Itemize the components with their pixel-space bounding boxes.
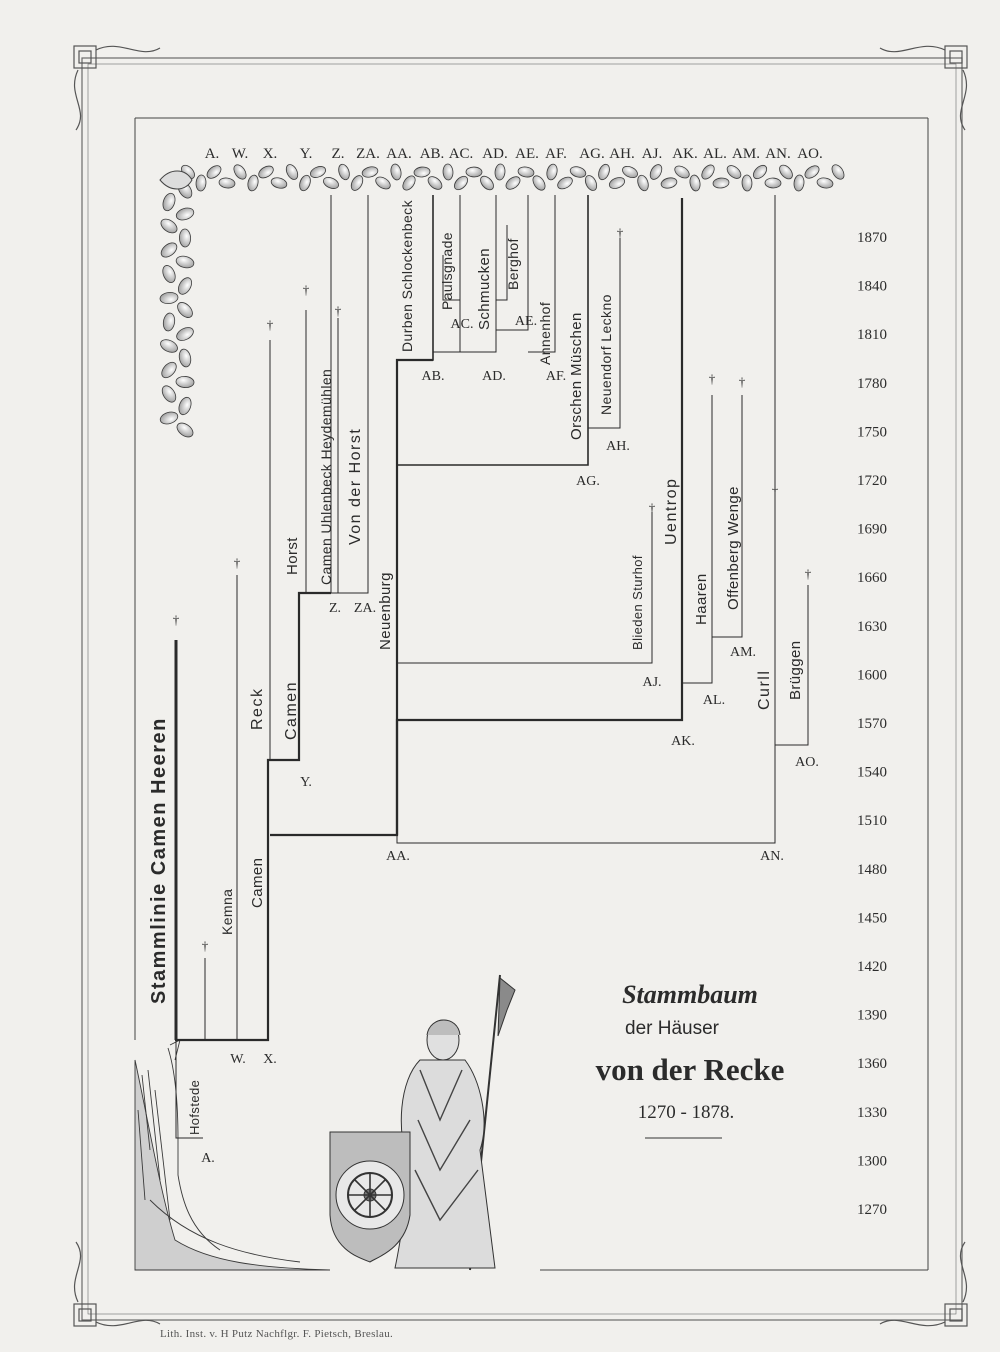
garland-leaf — [803, 163, 822, 181]
garland-leaf — [159, 383, 178, 404]
node-label-ag: AG. — [576, 474, 600, 489]
decorative-frame — [82, 58, 962, 1320]
garland-leaf — [175, 300, 196, 321]
garland-leaf — [556, 175, 575, 192]
title-stammbaum: Stammbaum — [622, 980, 758, 1009]
garland-leaf — [466, 167, 482, 177]
garland-leaf — [829, 163, 846, 182]
extinct-mark: † — [738, 374, 746, 389]
garland-leaf — [426, 174, 445, 192]
year-label-1810: 1810 — [857, 327, 887, 344]
column-header-ab: AB. — [419, 146, 445, 162]
garland-leaf — [689, 174, 702, 191]
garland-leaf — [322, 175, 341, 191]
column-header-af: AF. — [545, 146, 567, 162]
garland-leaf — [160, 264, 177, 285]
column-header-ac: AC. — [448, 146, 474, 162]
garland-leaf — [270, 176, 288, 190]
garland-leaf — [742, 175, 752, 191]
title-dates: 1270 - 1878. — [637, 1102, 735, 1123]
garland-leaf — [608, 175, 627, 190]
edge-main-a-y — [172, 593, 331, 1040]
garland-leaf — [374, 175, 393, 192]
year-label-1720: 1720 — [857, 473, 887, 489]
node-label-am: AM. — [729, 645, 757, 660]
branch-label-berghof: Berghof — [505, 238, 521, 290]
branch-label-paulsgnade: Paulsgnade — [439, 232, 455, 310]
column-headers — [205, 146, 823, 162]
node-label-aj: AJ. — [642, 675, 662, 690]
branch-label-camen1: Camen — [249, 857, 266, 908]
node-label-za: ZA. — [353, 601, 377, 616]
garland-leaf — [660, 176, 678, 189]
column-header-aa: AA. — [386, 146, 412, 162]
edge-aj — [397, 512, 652, 663]
node-label-ak: AK. — [671, 734, 695, 749]
column-header-ae: AE. — [515, 146, 539, 162]
node-label-aa: AA. — [386, 849, 410, 864]
column-header-ad: AD. — [482, 146, 508, 162]
garland-leaf — [443, 164, 454, 180]
extinct-mark: † — [233, 555, 241, 570]
garland-leaf — [793, 175, 805, 192]
year-label-1510: 1510 — [857, 813, 887, 830]
year-label-1390: 1390 — [857, 1007, 887, 1024]
garland-leaf — [246, 174, 259, 192]
lithographer-imprint: Lith. Inst. v. H Putz Nachflgr. F. Pietsch, Breslau. — [160, 1328, 394, 1340]
node-label-ab: AB. — [421, 369, 445, 384]
branch-label-orschen: Orschen Müschen — [568, 312, 585, 440]
garland-leaf — [494, 164, 505, 181]
node-label-y: Y. — [300, 775, 312, 790]
branch-label-stammlinie: Stammlinie Camen Heeren — [148, 717, 170, 1004]
branch-label-reck: Reck — [249, 687, 266, 730]
edge-main-aa-ab — [397, 360, 433, 835]
garland-leaf — [205, 163, 224, 181]
garland-leaf — [699, 163, 717, 182]
year-label-1570: 1570 — [857, 716, 887, 732]
column-header-x: X. — [262, 146, 278, 162]
branch-label-offenberg: Offenberg Wenge — [725, 486, 742, 610]
column-header-za: ZA. — [356, 146, 380, 162]
year-label-1870: 1870 — [857, 230, 887, 246]
year-label-1270: 1270 — [857, 1202, 887, 1218]
garland-leaf — [517, 166, 534, 178]
extinct-mark: † — [266, 317, 274, 332]
garland-leaf — [478, 174, 496, 193]
garland-leaf — [159, 410, 179, 426]
extinct-mark: † — [172, 612, 180, 627]
garland-leaf — [161, 192, 177, 213]
branch-label-annenhof: Annenhof — [537, 301, 553, 365]
garland-bow — [160, 171, 192, 189]
garland-leaf — [361, 165, 379, 179]
garland-leaf — [713, 177, 730, 189]
title-von-der-recke: von der Recke — [595, 1052, 785, 1087]
column-header-ag: AG. — [579, 146, 605, 162]
year-label-1780: 1780 — [857, 375, 887, 392]
column-header-y: Y. — [299, 146, 313, 162]
branch-label-hofstede: Hofstede — [187, 1079, 202, 1135]
branch-label-schmucken: Schmucken — [476, 248, 493, 330]
garland-leaf — [400, 174, 417, 193]
node-label-ac: AC. — [450, 317, 474, 332]
extinct-mark: † — [804, 566, 812, 581]
garland-leaf — [298, 174, 313, 192]
title-block — [596, 980, 785, 1138]
year-label-1750: 1750 — [857, 424, 887, 441]
garland-leaf — [777, 163, 795, 182]
garland-leaf — [177, 396, 194, 417]
branch-label-vonderhorst: Von der Horst — [347, 427, 364, 545]
column-header-al: AL. — [703, 146, 727, 162]
edge-kemna — [176, 958, 205, 1040]
year-label-1360: 1360 — [857, 1056, 887, 1073]
year-label-1840: 1840 — [857, 278, 887, 295]
garland-leaf — [545, 163, 558, 181]
column-header-ah: AH. — [609, 146, 635, 162]
year-label-1540: 1540 — [857, 764, 887, 781]
extinct-mark: † — [648, 500, 656, 515]
extinct-mark: † — [302, 282, 310, 297]
branch-label-uentrop: Uentrop — [663, 477, 680, 545]
branch-label-neuenburg: Neuenburg — [377, 572, 394, 650]
extinct-mark: † — [708, 371, 716, 386]
node-label-al: AL. — [702, 693, 726, 708]
year-label-1690: 1690 — [857, 521, 887, 538]
branch-label-curll: Curll — [756, 669, 773, 710]
year-label-1450: 1450 — [857, 910, 887, 927]
branch-label-horst: Horst — [284, 537, 301, 575]
title-der-hauser: der Häuser — [625, 1018, 719, 1039]
garland-leaf — [337, 163, 352, 181]
garland-leaf — [195, 175, 206, 192]
branch-label-blieden: Blieden Sturhof — [630, 555, 645, 650]
branch-label-durben: Durben Schlockenbeck — [399, 200, 415, 352]
garland-leaf — [218, 177, 235, 189]
garland-leaf — [648, 163, 664, 182]
tree-stump — [135, 1040, 330, 1270]
garland-leaf — [390, 163, 403, 181]
garland-leaf — [159, 360, 179, 381]
column-header-ak: AK. — [672, 146, 698, 162]
column-header-w: W. — [231, 146, 249, 162]
garland-leaf — [597, 163, 612, 181]
garland-leaf — [174, 325, 195, 343]
garland-leaf — [530, 174, 547, 193]
node-label-x: X. — [263, 1052, 277, 1067]
garland-leaf — [158, 240, 179, 260]
node-label-ao: AO. — [795, 755, 819, 770]
garland-leaf — [176, 376, 195, 388]
node-label-ae: AE. — [514, 314, 538, 329]
garland-leaf — [751, 163, 769, 181]
branch-label-haaren: Haaren — [693, 573, 710, 625]
garland-leaf — [284, 163, 300, 182]
node-label-ah: AH. — [606, 439, 630, 454]
year-label-1660: 1660 — [857, 570, 887, 587]
edge-al — [682, 395, 712, 683]
column-header-am: AM. — [732, 146, 760, 162]
branch-label-bruggen: Brüggen — [787, 640, 804, 700]
garland-leaf — [725, 163, 744, 181]
garland-leaf — [452, 174, 470, 192]
node-label-ad: AD. — [482, 369, 506, 384]
node-label-a: A. — [201, 1151, 215, 1166]
garland-leaf — [158, 216, 179, 235]
column-header-z: Z. — [331, 146, 345, 162]
extinct-mark: † — [334, 303, 342, 318]
garland-leaf — [179, 229, 191, 247]
node-label-an: AN. — [760, 849, 784, 864]
extinct-mark: † — [201, 938, 209, 953]
garland-leaf — [309, 164, 328, 179]
garland-leaf — [621, 164, 640, 180]
garland-leaf — [159, 291, 178, 304]
column-header-aj: AJ. — [641, 146, 663, 162]
garland-leaf — [174, 420, 195, 440]
year-label-1300: 1300 — [857, 1153, 887, 1170]
garland-leaf — [413, 166, 430, 178]
garland-leaf — [257, 164, 276, 181]
year-label-1480: 1480 — [857, 861, 887, 878]
year-label-1600: 1600 — [857, 667, 887, 684]
corner-ornament-bottom-right — [880, 1242, 967, 1326]
branch-label-kemna: Kemna — [219, 888, 235, 935]
garland-leaf — [231, 163, 248, 182]
garland-leaf — [349, 174, 365, 193]
year-axis — [857, 230, 887, 1218]
garland-leaf — [673, 163, 692, 180]
garland-leaf — [504, 174, 523, 192]
column-header-an: AN. — [765, 146, 791, 162]
garland-leaf — [765, 178, 781, 188]
node-label-af: AF. — [545, 369, 567, 384]
herald-figure — [330, 975, 515, 1270]
node-label-w: W. — [230, 1052, 246, 1067]
garland-leaf — [162, 312, 176, 332]
garland-leaf — [175, 206, 196, 222]
garland-leaf — [816, 177, 833, 190]
column-header-a: A. — [204, 146, 220, 162]
branch-label-uhlenbeck: Camen Uhlenbeck Heydemühlen — [318, 368, 334, 585]
branch-label-neuendorf: Neuendorf Leckno — [598, 294, 614, 415]
year-label-1420: 1420 — [857, 959, 887, 975]
extinct-mark: † — [616, 225, 624, 240]
garland-leaf — [158, 337, 179, 355]
branch-label-camen2: Camen — [283, 680, 300, 740]
garland-leaf — [175, 254, 195, 269]
year-label-1330: 1330 — [857, 1104, 887, 1121]
extinct-mark: † — [771, 483, 779, 498]
node-label-z: Z. — [328, 601, 342, 616]
garland-leaf — [583, 174, 599, 193]
leaf-garland — [158, 163, 846, 440]
year-label-1630: 1630 — [857, 618, 887, 635]
garland-leaf — [178, 348, 193, 368]
garland-leaf — [636, 174, 650, 192]
garland-leaf — [569, 165, 587, 179]
column-header-ao: AO. — [797, 146, 823, 162]
garland-leaf — [176, 275, 195, 296]
